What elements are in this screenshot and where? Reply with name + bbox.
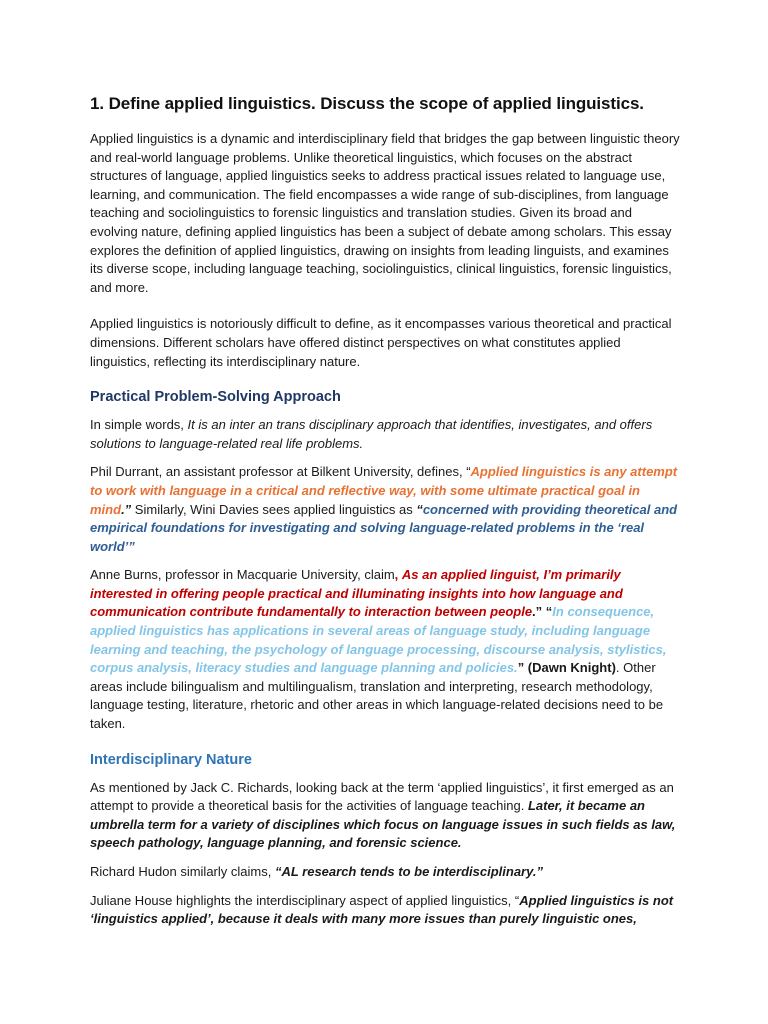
house-quote: Applied linguistics is not ‘linguistics applied’, because it deals with many more issues than purely linguistic ones, [90,892,674,927]
hudon-paragraph [90,863,680,882]
hudon-quote: “AL research tends to be interdisciplinary.” [274,864,543,879]
burns-quote: As an applied linguist, I’m primarily interested in offering people practical and illuminating insights into how language and communication contribute fundamentally to interaction between people [90,567,623,620]
davies-quote: concerned with providing theoretical and empirical foundations for investigating and solving language-related problems in the ‘real world’ [90,501,678,554]
durrant-lead: Phil Durrant, an assistant professor at Bilkent University, defines, “ [90,464,471,480]
intro-paragraph: Applied linguistics is a dynamic and interdisciplinary field that bridges the gap between linguistic theory and real-world language problems. Unlike theoretical linguistics, which focuses on the abstract structures of language, applied linguistics seeks to address practical issues related to language use, learning, and communication. The field encompasses a wide range of sub-disciplines, from language teaching and sociolinguistics to forensic linguistics and translation studies. Given its broad and evolving nature, defining applied linguistics has been a subject of debate among scholars. This essay explores the definition of applied linguistics, drawing on insights from leading linguists, and examines its diverse scope, including language teaching, sociolinguistics, clinical linguistics, forensic linguistics, and more. [90,131,680,295]
richards-quote: Later, it became an umbrella term for a variety of disciplines which focus on language issues in such fields as law, speech pathology, language planning, and forensic science. [90,798,676,851]
burns-comma: , [394,567,402,583]
knight-quote: In consequence, applied linguistics has applications in several areas of language study, including language learning and teaching, the psychology of language processing, discourse analysis, stylistics, corpus analysis, literacy studies and language planning and policies. [90,604,667,676]
durrant-quote-close: .” [121,501,132,517]
davies-quote-open: “ [416,501,423,517]
house-paragraph [90,892,680,929]
hudon-lead: Richard Hudon similarly claims, [90,864,275,879]
section-heading-interdisciplinary: Interdisciplinary Nature [90,751,252,768]
simple-words-definition: It is an inter an trans disciplinary approach that identifies, investigates, and offers solutions to language-related real life problems. [90,417,653,451]
richards-paragraph [90,779,680,853]
knight-attribution: ” (Dawn Knight) [517,660,616,676]
other-areas-text: . Other areas include bilingualism and multilingualism, translation and interpreting, research methodology, language testing, literature, rhetoric and other areas in which language-related decisions need to be taken. [90,660,664,732]
burns-knight-paragraph [90,566,680,733]
richards-lead: As mentioned by Jack C. Richards, looking back at the term ‘applied linguistics’, it first emerged as an attempt to provide a theoretical basis for the activities of language teaching. [90,779,674,814]
house-lead: Juliane House highlights the interdisciplinary aspect of applied linguistics, “ [90,892,520,908]
page-title: 1. Define applied linguistics. Discuss the scope of applied linguistics. [90,94,644,113]
burns-quote-close: .” “ [532,604,553,620]
definition-paragraph: Applied linguistics is notoriously difficult to define, as it encompasses various theoretical and practical dimensions. Different scholars have offered distinct perspectives on what constitutes applied linguistics, reflecting its interdisciplinary nature. [90,316,672,369]
durrant-davies-paragraph [90,463,680,556]
davies-lead: Similarly, Wini Davies sees applied linguistics as [131,501,417,517]
davies-quote-close: ” [128,538,135,554]
burns-lead: Anne Burns, professor in Macquarie University, claim [90,567,395,583]
simple-words-lead: In simple words, [90,417,188,433]
durrant-quote: Applied linguistics is any attempt to work with language in a critical and reflective way, with some ultimate practical goal in mind [90,464,678,517]
section-heading-problem-solving: Practical Problem-Solving Approach [90,389,341,406]
simple-words-paragraph [90,416,680,453]
